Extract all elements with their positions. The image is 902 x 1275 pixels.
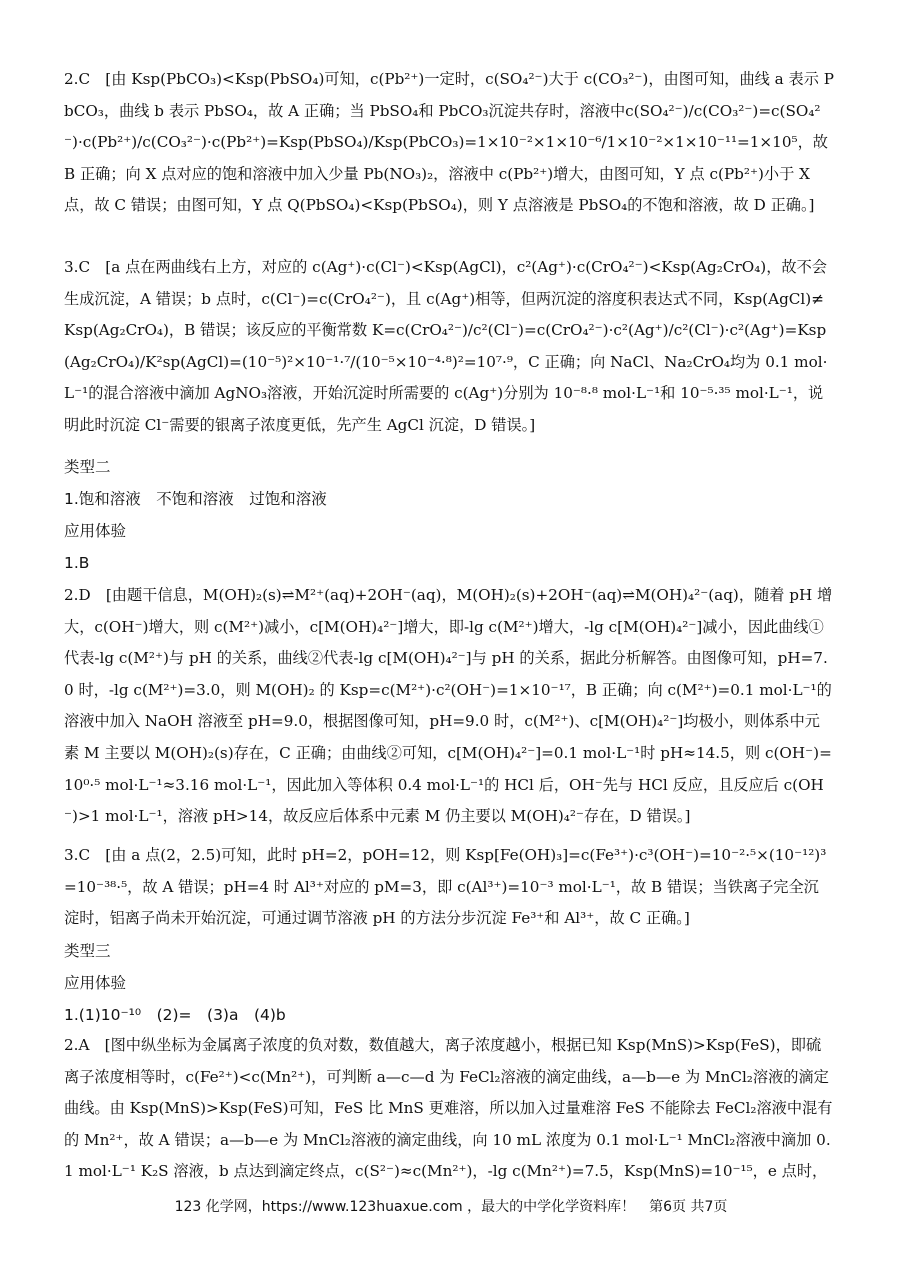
answer-3c-2: 3.C [由 a 点(2，2.5)可知，此时 pH=2，pOH=12，则 Ksp[Fe(OH)₃]=c(Fe³⁺)·c³(OH⁻)=10⁻²·⁵×(10⁻¹²)³=10⁻³⁸·⁵，故 A 错误；pH=4 时 Al³⁺对应的 pM=3，即 c(Al³⁺)=10⁻³ mol·L⁻¹，故 B 错误；当铁离子完全沉淀时，铝离子尚未开始沉淀，可通过调节溶液 pH 的方法分步沉淀 Fe³⁺和 Al³⁺，故 C 正确。] [64, 846, 827, 928]
answer-2d: 2.D [由题干信息，M(OH)₂(s)⇌M²⁺(aq)+2OH⁻(aq)，M(OH)₂(s)+2OH⁻(aq)⇌M(OH)₄²⁻(aq)，随着 pH 增大，c(OH⁻)增大，则 c(M²⁺)减小，c[M(OH)₄²⁻]增大，即-lg c(M²⁺)增大，-lg c[M(OH)₄²⁻]减小，因此曲线①代表-lg c(M²⁺)与 pH 的关系，曲线②代表-lg c[M(OH)₄²⁻]与 pH 的关系，据此分析解答。由图像可知，pH=7.0 时，-lg c(M²⁺)=3.0，则 M(OH)₂ 的 Ksp=c(M²⁺)·c²(OH⁻)=1×10⁻¹⁷，B 正确；向 c(M²⁺)=0.1 mol·L⁻¹的溶液中加入 NaOH 溶液至 pH=9.0，根据图像可知，pH=9.0 时，c(M²⁺)、c[M(OH)₄²⁻]均极小，则体系中元素 M 主要以 M(OH)₂(s)存在，C 正确；由曲线②可知，c[M(OH)₄²⁻]=0.1 mol·L⁻¹时 pH≈14.5，则 c(OH⁻)=10⁰·⁵ mol·L⁻¹≈3.16 mol·L⁻¹，因此加入等体积 0.4 mol·L⁻¹的 HCl 后，OH⁻先与 HCl 反应，且反应后 c(OH⁻)>1 mol·L⁻¹，溶液 pH>14，故反应后体系中元素 M 仍主要以 M(OH)₄²⁻存在，D 错误。] [64, 586, 833, 826]
section-heading-type2: 类型二 [64, 458, 111, 476]
apply-answer-1b: 1.B [64, 554, 90, 572]
answer-2a: 2.A [图中纵坐标为金属离子浓度的负对数，数值越大，离子浓度越小，根据已知 Ksp(MnS)>Ksp(FeS)，即硫离子浓度相等时，c(Fe²⁺)<c(Mn²⁺)，可判断 a—c—d 为 FeCl₂溶液的滴定曲线，a—b—e 为 MnCl₂溶液的滴定曲线。由 Ksp(MnS)>Ksp(FeS)可知，FeS 比 MnS 更难溶，所以加入过量难溶 FeS 不能除去 FeCl₂溶液中混有的 Mn²⁺，故 A 错误；a—b—e 为 MnCl₂溶液的滴定曲线，向 10 mL 浓度为 0.1 mol·L⁻¹ MnCl₂溶液中滴加 0.1 mol·L⁻¹ K₂S 溶液，b 点达到滴定终点，c(S²⁻)≈c(Mn²⁺)，-lg c(Mn²⁺)=7.5，Ksp(MnS)=10⁻¹⁵，e 点时， [64, 1036, 833, 1181]
section-heading-apply-2: 应用体验 [64, 974, 127, 992]
section-heading-apply-1: 应用体验 [64, 522, 127, 540]
answer-2c: 2.C [由 Ksp(PbCO₃)<Ksp(PbSO₄)可知，c(Pb²⁺)一定时，c(SO₄²⁻)大于 c(CO₃²⁻)，由图可知，曲线 a 表示 PbCO₃，曲线 b 表示 PbSO₄，故 A 正确；当 PbSO₄和 PbCO₃沉淀共存时，溶液中c(SO₄²⁻)/c(CO₃²⁻)=c(SO₄²⁻)·c(Pb²⁺)/c(CO₃²⁻)·c(Pb²⁺)=Ksp(PbSO₄)/Ksp(PbCO₃)=1×10⁻²×1×10⁻⁶/1×10⁻²×1×10⁻¹¹=1×10⁵，故 B 正确；向 X 点对应的饱和溶液中加入少量 Pb(NO₃)₂，溶液中 c(Pb²⁺)增大，由图可知，Y 点 c(Pb²⁺)小于 X 点，故 C 错误；由图可知，Y 点 Q(PbSO₄)<Ksp(PbSO₄)，则 Y 点溶液是 PbSO₄的不饱和溶液，故 D 正确。] [64, 70, 834, 215]
apply-answer-type3-1: 1.(1)10⁻¹⁰ (2)= (3)a (4)b [64, 1006, 286, 1024]
section-heading-type3: 类型三 [64, 942, 111, 960]
answer-3c: 3.C [a 点在两曲线右上方，对应的 c(Ag⁺)·c(Cl⁻)<Ksp(AgCl)，c²(Ag⁺)·c(CrO₄²⁻)<Ksp(Ag₂CrO₄)，故不会生成沉淀，A 错误；b 点时，c(Cl⁻)=c(CrO₄²⁻)，且 c(Ag⁺)相等，但两沉淀的溶度积表达式不同，Ksp(AgCl)≠Ksp(Ag₂CrO₄)，B 错误；该反应的平衡常数 K=c(CrO₄²⁻)/c²(Cl⁻)=c(CrO₄²⁻)·c²(Ag⁺)/c²(Cl⁻)·c²(Ag⁺)=Ksp(Ag₂CrO₄)/K²sp(AgCl)=(10⁻⁵)²×10⁻¹·⁷/(10⁻⁵×10⁻⁴·⁸)²=10⁷·⁹，C 正确；向 NaCl、Na₂CrO₄均为 0.1 mol·L⁻¹的混合溶液中滴加 AgNO₃溶液，开始沉淀时所需要的 c(Ag⁺)分别为 10⁻⁸·⁸ mol·L⁻¹和 10⁻⁵·³⁵ mol·L⁻¹，说明此时沉淀 Cl⁻需要的银离子浓度更低，先产生 AgCl 沉淀，D 错误。] [64, 258, 828, 434]
type2-item-1: 1.饱和溶液 不饱和溶液 过饱和溶液 [64, 490, 327, 508]
page-footer: 123 化学网，https://www.123huaxue.com ，最大的中学化学资料库！ 第6页 共7页 [174, 1199, 728, 1215]
